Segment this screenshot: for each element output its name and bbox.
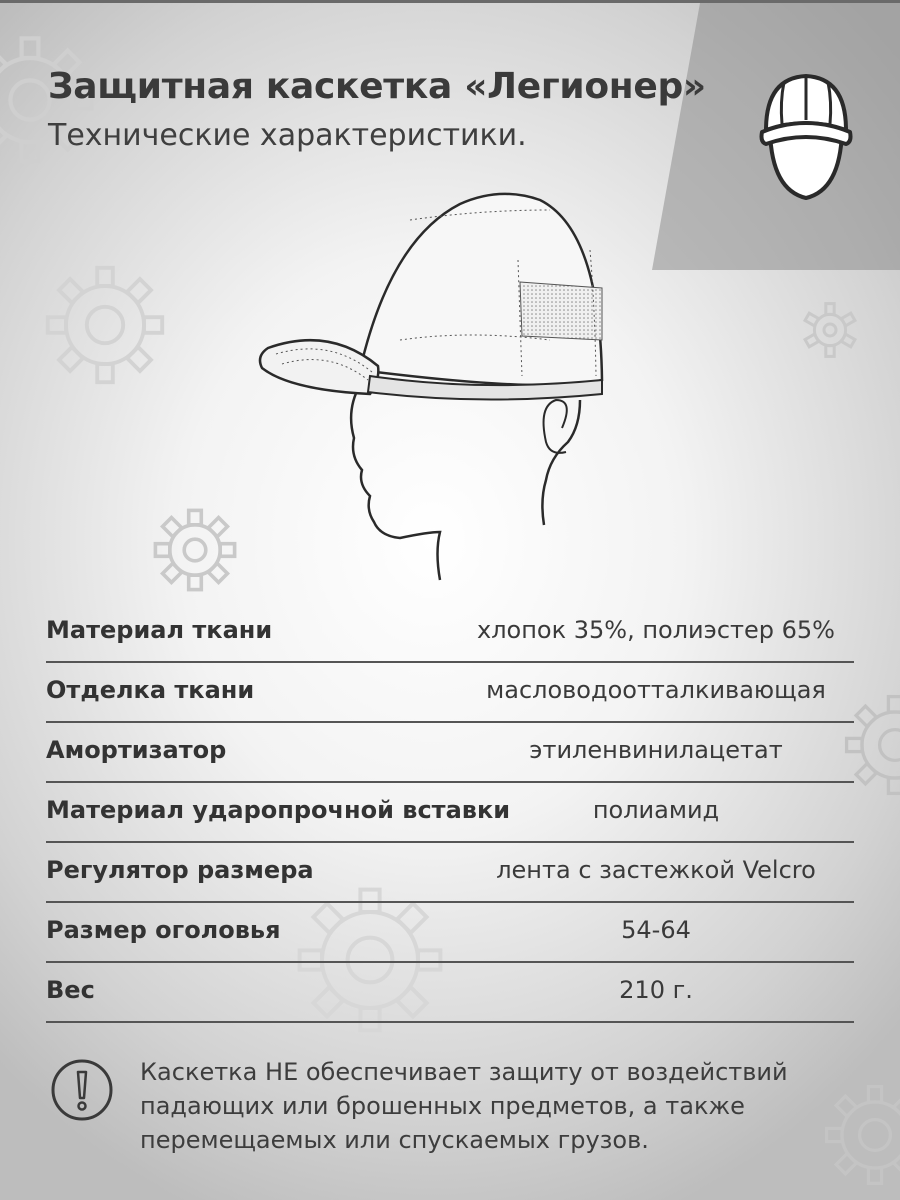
spec-row-shock-absorber <box>46 723 854 783</box>
page-subtitle: Технические характеристики. <box>48 118 527 153</box>
spec-label: Вес <box>46 976 95 1004</box>
gear-icon <box>150 505 240 595</box>
spec-row-insert <box>46 783 854 843</box>
spec-row-size-adjuster <box>46 843 854 903</box>
exclamation-icon <box>50 1058 114 1122</box>
spec-value: масловодоотталкивающая <box>486 676 826 704</box>
spec-row-material <box>46 603 854 663</box>
page-title: Защитная каскетка «Легионер» <box>48 66 706 107</box>
spec-label: Материал ударопрочной вставки <box>46 796 511 824</box>
spec-row-head-size <box>46 903 854 963</box>
spec-label: Отделка ткани <box>46 676 255 704</box>
spec-label: Регулятор размера <box>46 856 314 884</box>
cap-on-head-illustration <box>250 180 610 590</box>
spec-label: Материал ткани <box>46 616 273 644</box>
specs-table <box>46 603 854 1023</box>
spec-value: 210 г. <box>619 976 693 1004</box>
warning-line: падающих или брошенных предметов, а также <box>140 1092 745 1120</box>
warning-line: перемещаемых или спускаемых грузов. <box>140 1126 649 1154</box>
spec-value: хлопок 35%, полиэстер 65% <box>477 616 835 644</box>
spec-label: Амортизатор <box>46 736 227 764</box>
warning-text <box>140 1055 840 1157</box>
head-with-cap-icon <box>756 70 856 202</box>
gear-icon <box>800 300 860 360</box>
spec-row-finish <box>46 663 854 723</box>
spec-value: 54-64 <box>621 916 691 944</box>
warning-line: Каскетка НЕ обеспечивает защиту от воздействий <box>140 1058 788 1086</box>
spec-value: полиамид <box>592 796 720 824</box>
spec-value: лента с застежкой Velcro <box>496 856 816 884</box>
spec-row-weight <box>46 963 854 1023</box>
spec-label: Размер оголовья <box>46 916 281 944</box>
spec-value: этиленвинилацетат <box>529 736 783 764</box>
gear-icon <box>40 260 170 390</box>
